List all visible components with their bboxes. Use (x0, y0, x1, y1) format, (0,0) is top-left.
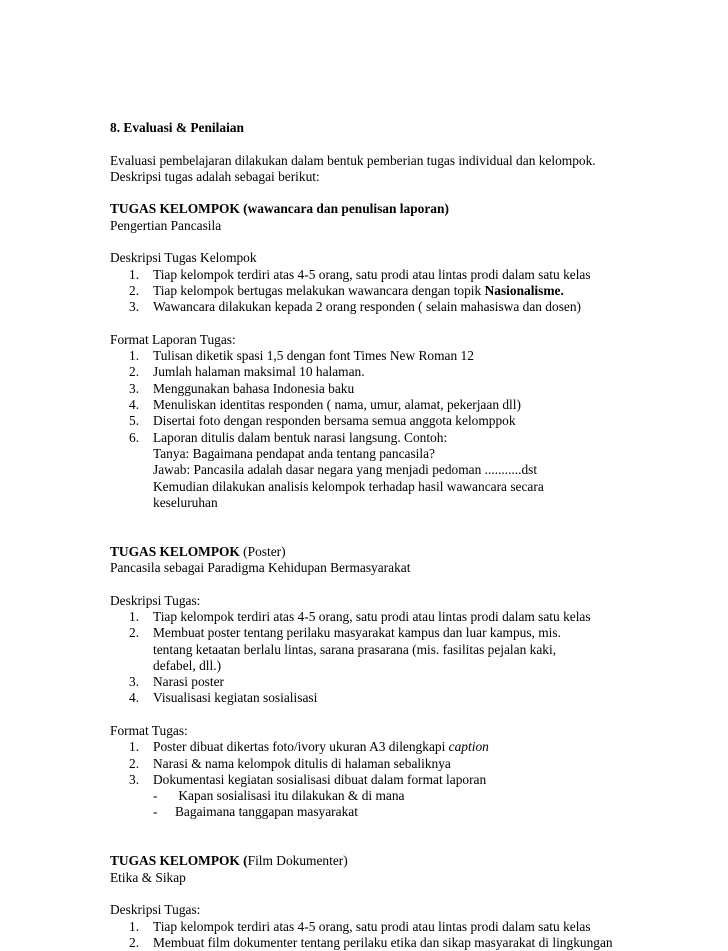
task2-desc-list (110, 609, 720, 642)
list-item: 1. Tulisan diketik spasi 1,5 dengan font Times New Roman 12 (129, 348, 474, 364)
dash-item: - Bagaimana tanggapan masyarakat (153, 804, 358, 820)
task1-format-title: Format Laporan Tugas: (110, 331, 236, 347)
document-body (110, 120, 720, 951)
task2-desc-title: Deskripsi Tugas: (110, 592, 201, 608)
task3-desc-list (110, 919, 720, 951)
task3-heading: TUGAS KELOMPOK (Film Dokumenter) (110, 853, 348, 869)
list-item-continuation: defabel, dll.) (153, 657, 222, 673)
task2-format-title: Format Tugas: (110, 722, 188, 738)
list-item: 4. Visualisasi kegiatan sosialisasi (129, 690, 318, 706)
task1-desc-list (110, 267, 720, 316)
list-item-continuation: tentang ketaatan berlalu lintas, sarana prasarana (mis. fasilitas pejalan kaki, (153, 641, 557, 657)
list-item: 1. Tiap kelompok terdiri atas 4-5 orang, satu prodi atau lintas prodi dalam satu kelas (129, 918, 591, 934)
list-item: 3. Menggunakan bahasa Indonesia baku (129, 380, 355, 396)
list-item: 2. Narasi & nama kelompok ditulis di halaman sebaliknya (129, 755, 451, 771)
task3-desc-title: Deskripsi Tugas: (110, 902, 201, 918)
list-item: 2. Membuat film dokumenter tentang perilaku etika dan sikap masyarakat di lingkungan (129, 934, 613, 950)
task2-heading: TUGAS KELOMPOK (Poster) (110, 543, 286, 559)
task1-topic: Pengertian Pancasila (110, 217, 222, 233)
list-item: 5. Disertai foto dengan responden bersama semua anggota kelomppok (129, 413, 516, 429)
task2-desc-list-cont (110, 674, 720, 707)
task2-topic: Pancasila sebagai Paradigma Kehidupan Bermasyarakat (110, 560, 411, 576)
list-item: 3. Narasi poster (129, 674, 225, 690)
intro-line-1: Evaluasi pembelajaran dilakukan dalam bentuk pemberian tugas individual dan kelompok. (110, 152, 596, 168)
task1-format-list (110, 348, 720, 446)
list-item: 2. Tiap kelompok bertugas melakukan wawancara dengan topik Nasionalisme. (129, 282, 564, 298)
list-item: 1. Tiap kelompok terdiri atas 4-5 orang, satu prodi atau lintas prodi dalam satu kelas (129, 266, 591, 282)
example-line: Kemudian dilakukan analisis kelompok terhadap hasil wawancara secara (153, 478, 544, 494)
example-line: Jawab: Pancasila adalah dasar negara yang menjadi pedoman ...........dst (153, 462, 538, 478)
section-heading: 8. Evaluasi & Penilaian (110, 120, 244, 135)
list-item: 2. Membuat poster tentang perilaku masyarakat kampus dan luar kampus, mis. (129, 625, 561, 641)
intro-line-2: Deskripsi tugas adalah sebagai berikut: (110, 168, 320, 184)
task3-topic: Etika & Sikap (110, 869, 186, 885)
list-item: 1. Poster dibuat dikertas foto/ivory ukuran A3 dilengkapi caption (129, 739, 489, 755)
task1-desc-title: Deskripsi Tugas Kelompok (110, 250, 257, 266)
list-item: 2. Jumlah halaman maksimal 10 halaman. (129, 364, 365, 380)
list-item: 3. Wawancara dilakukan kepada 2 orang responden ( selain mahasiswa dan dosen) (129, 299, 582, 315)
example-line: keseluruhan (153, 494, 218, 510)
example-line: Tanya: Bagaimana pendapat anda tentang pancasila? (153, 445, 435, 461)
list-item: 3. Dokumentasi kegiatan sosialisasi dibuat dalam format laporan (129, 771, 487, 787)
dash-item: - Kapan sosialisasi itu dilakukan & di mana (153, 788, 405, 804)
list-item: 1. Tiap kelompok terdiri atas 4-5 orang, satu prodi atau lintas prodi dalam satu kelas (129, 608, 591, 624)
task2-format-list (110, 739, 720, 788)
list-item: 6. Laporan ditulis dalam bentuk narasi langsung. Contoh: (129, 429, 448, 445)
task1-heading: TUGAS KELOMPOK (wawancara dan penulisan laporan) (110, 201, 449, 217)
list-item: 4. Menuliskan identitas responden ( nama, umur, alamat, pekerjaan dll) (129, 397, 521, 413)
